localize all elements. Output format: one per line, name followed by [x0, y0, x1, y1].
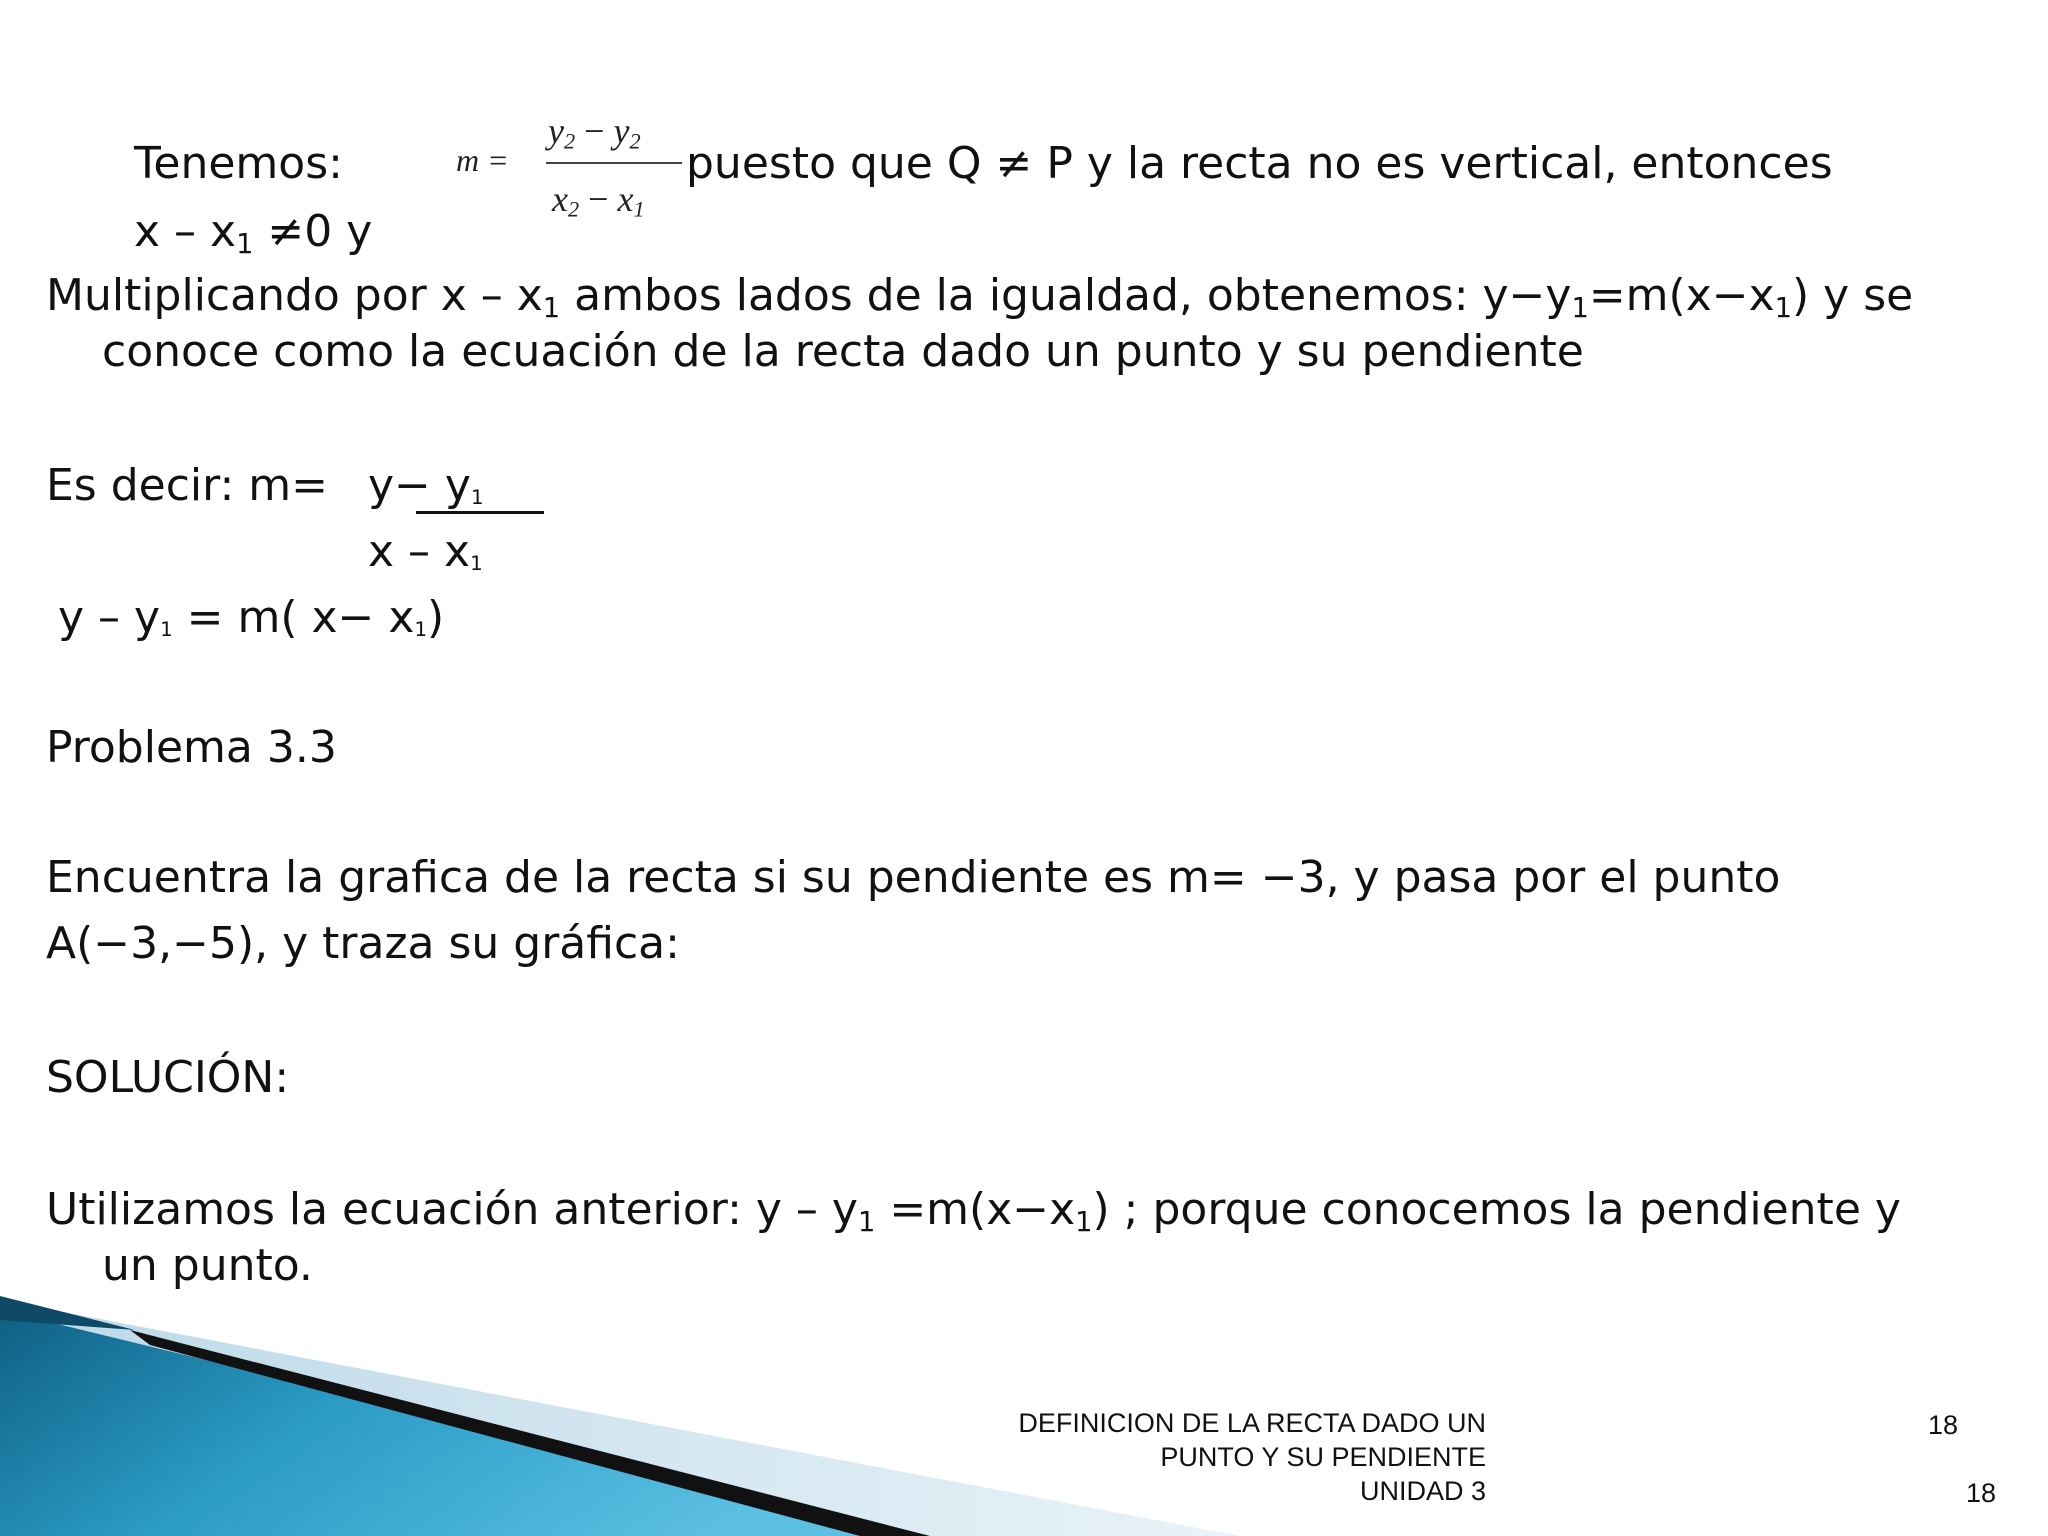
solucion-heading: SOLUCIÓN:	[46, 1052, 290, 1103]
utilizamos-line: Utilizamos la ecuación anterior: $y - y_1 =m(x-x_1)$ ; porque conocemos la pendiente y	[46, 1184, 1901, 1238]
utilizamos-continuation: un punto.	[102, 1240, 313, 1291]
line2-text: $x - x_1 \ne 0$ y	[134, 206, 373, 260]
page-number-bottom: 18	[1966, 1478, 1997, 1508]
m-equals: m =	[456, 142, 509, 178]
slope-fraction-bar	[546, 162, 682, 164]
encuentra-line2: A(−3,−5), y traza su gráfica:	[46, 918, 680, 969]
es-decir-denominator: x – x1	[368, 526, 483, 577]
slope-denominator: $x_2 - x_1$	[552, 179, 645, 222]
footer-title	[1018, 1406, 1486, 1508]
footer-title-line1: DEFINICION DE LA RECTA DADO UN	[1018, 1408, 1486, 1438]
problema-heading: Problema 3.3	[46, 722, 337, 773]
point-slope-equation: y – y1 = m( x− x1)	[58, 592, 445, 643]
slope-numerator: $y_2 - y_2$	[548, 111, 641, 154]
encuentra-line1: Encuentra la grafica de la recta si su pendiente es m= −3, y pasa por el punto	[46, 852, 1781, 903]
es-decir-label: Es decir: m=	[46, 460, 328, 511]
es-decir-fraction-bar	[416, 511, 544, 514]
footer-title-line2: PUNTO Y SU PENDIENTE	[1160, 1442, 1486, 1472]
es-decir-numerator: y− y1	[368, 460, 484, 511]
multiplicando-continuation: conoce como la ecuación de la recta dado un punto y su pendiente	[102, 326, 1584, 377]
multiplicando-line: Multiplicando por x – $x_1$ ambos lados de la igualdad, obtenemos: $y-y_1=m(x-x_1)$ y se	[46, 270, 1914, 324]
tenemos-label: Tenemos:	[134, 138, 343, 189]
line1-rest: puesto que Q ≠ P y la recta no es vertical, entonces	[686, 138, 1833, 189]
footer-title-line3: UNIDAD 3	[1359, 1476, 1486, 1506]
page-number-top: 18	[1928, 1410, 1959, 1440]
